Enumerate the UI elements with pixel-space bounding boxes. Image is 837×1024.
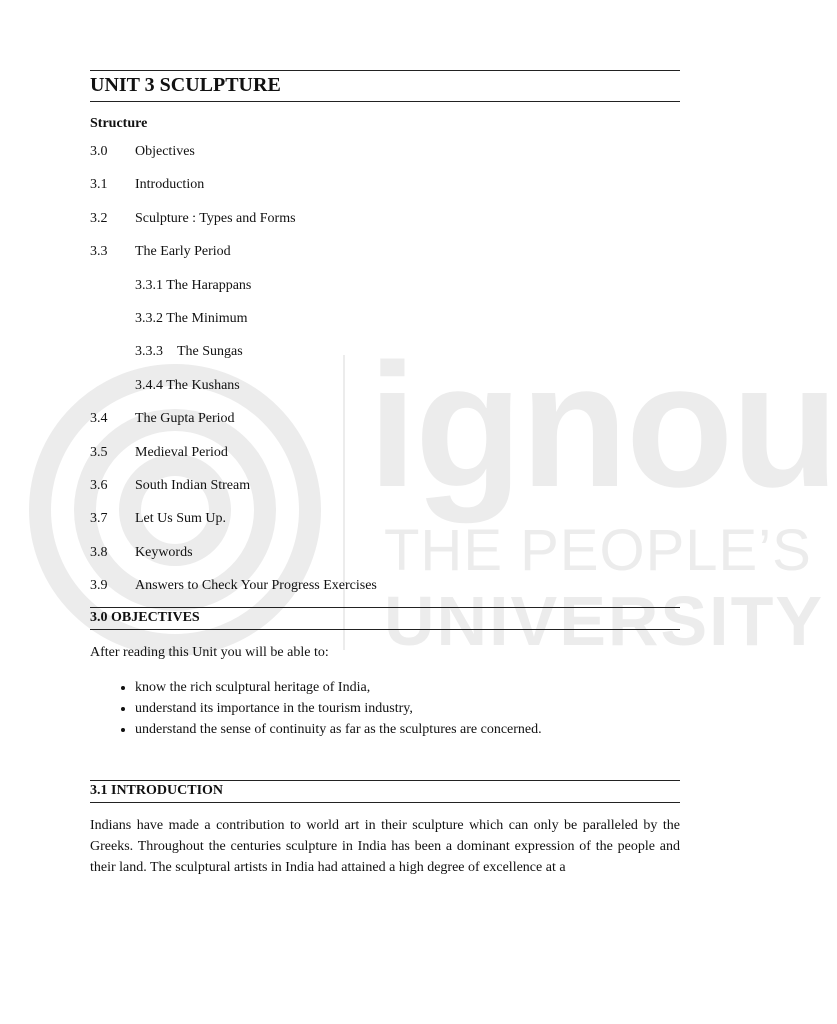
unit-title: UNIT 3 SCULPTURE: [90, 70, 680, 102]
toc-item: [90, 378, 680, 411]
toc-item-title: Keywords: [135, 544, 193, 560]
toc-item-number: 3.5: [90, 444, 108, 460]
toc-item: [90, 578, 680, 611]
toc-item-title: 3.3.1 The Harappans: [135, 277, 252, 293]
toc-item-title: The Gupta Period: [135, 411, 235, 427]
watermark-line1: THE PEOPLE’S: [384, 518, 812, 583]
toc-item-title: Answers to Check Your Progress Exercises: [135, 578, 377, 594]
toc-item-title: Introduction: [135, 177, 205, 193]
toc-item: [90, 545, 680, 578]
objective-item: • understand its importance in the tourism industry,: [135, 698, 680, 719]
introduction-text: Indians have made a contribution to world art in their sculpture which can only be paralleled by the Greeks. Throughout the centuries sculpture in India has been a dominant expression of the people and their land. The sculptural artists in India had attained a high degree of excellence at a: [90, 818, 680, 876]
toc-item-number: 3.8: [90, 544, 108, 560]
toc-item-title: Objectives: [135, 144, 195, 159]
toc-item-number: 3.1: [90, 177, 108, 193]
objectives-heading: 3.0 OBJECTIVES: [90, 607, 680, 630]
toc-item-title: 3.3.3 The Sungas: [135, 344, 243, 360]
structure-label: Structure: [90, 116, 148, 131]
toc-item-number: 3.4: [90, 411, 108, 427]
toc-item-number: 3.6: [90, 477, 108, 493]
toc-item-title: The Early Period: [135, 244, 231, 260]
toc-item: [90, 211, 680, 244]
table-of-contents: [90, 144, 680, 611]
toc-item: [90, 445, 680, 478]
toc-item-number: 3.7: [90, 511, 108, 527]
toc-item: [90, 478, 680, 511]
toc-item: [90, 278, 680, 311]
toc-item-title: South Indian Stream: [135, 477, 251, 493]
objective-item: • know the rich sculptural heritage of India,: [135, 677, 680, 698]
watermark-line2: UNIVERSITY: [384, 582, 825, 660]
toc-item-number: 3.0: [90, 144, 108, 159]
toc-item-number: 3.2: [90, 210, 108, 226]
objectives-intro: After reading this Unit you will be able to:: [90, 645, 329, 661]
toc-item: [90, 144, 680, 177]
toc-item-title: 3.4.4 The Kushans: [135, 377, 240, 393]
document-page: [90, 70, 680, 878]
objective-item: • understand the sense of continuity as far as the sculptures are concerned.: [135, 719, 680, 740]
toc-item: [90, 511, 680, 544]
introduction-heading: 3.1 INTRODUCTION: [90, 780, 680, 803]
toc-item: [90, 311, 680, 344]
watermark-brand: ignou: [368, 328, 837, 524]
toc-item: [90, 411, 680, 444]
toc-item-title: Let Us Sum Up.: [135, 511, 226, 527]
toc-item: [90, 244, 680, 277]
toc-item-number: 3.3: [90, 244, 108, 260]
toc-item-title: Medieval Period: [135, 444, 228, 460]
toc-item: [90, 344, 680, 377]
toc-item-title: 3.3.2 The Minimum: [135, 310, 248, 326]
toc-item: [90, 177, 680, 210]
objectives-list: [90, 677, 680, 740]
toc-item-number: 3.9: [90, 578, 108, 594]
toc-item-title: Sculpture : Types and Forms: [135, 210, 296, 226]
